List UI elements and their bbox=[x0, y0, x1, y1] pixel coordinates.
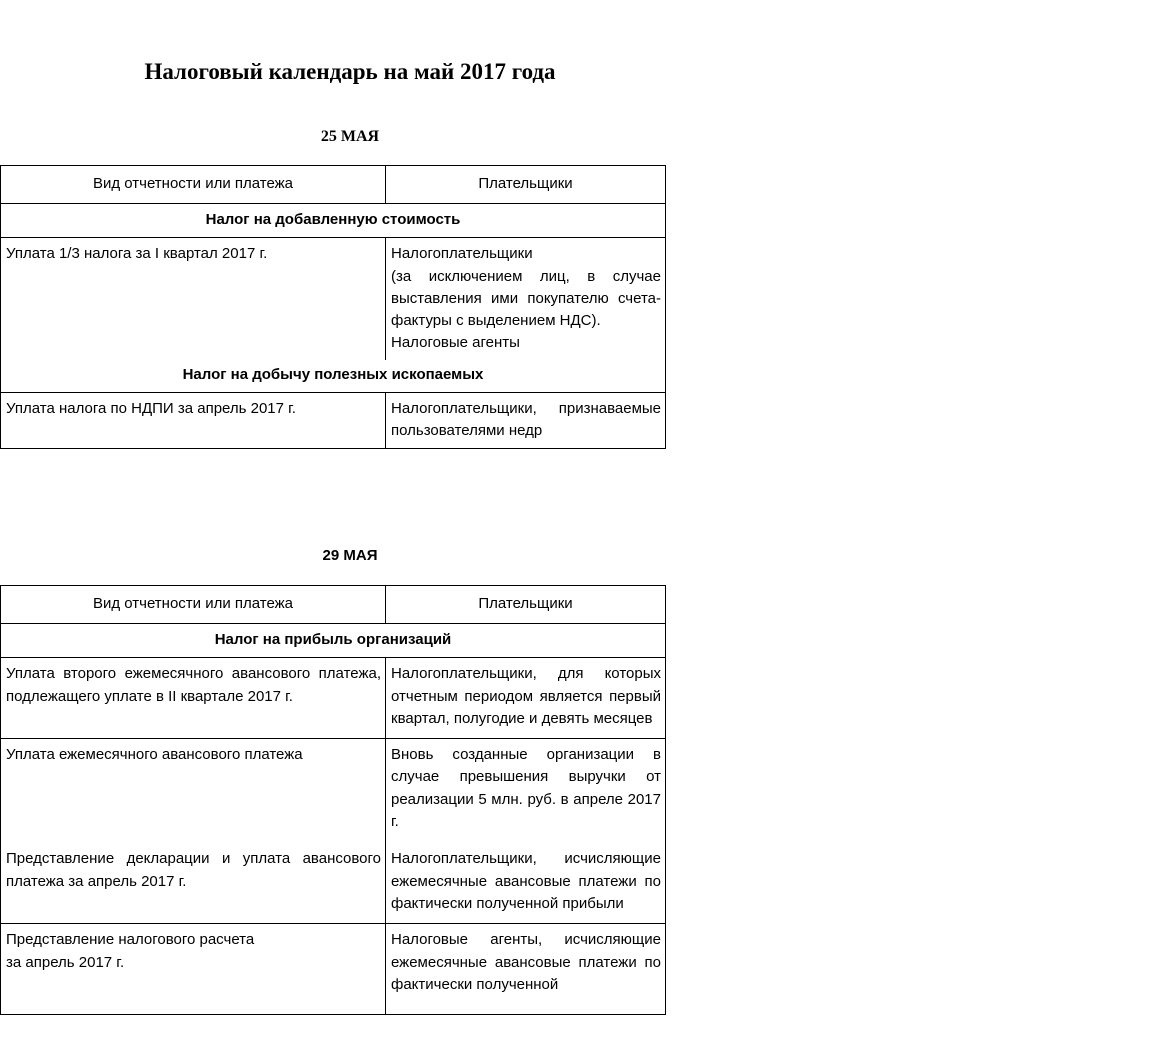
tax-group-row bbox=[1, 624, 666, 658]
tax-group-title: Налог на прибыль организаций bbox=[1, 624, 666, 658]
report-type-text: Представление налогового расчета bbox=[6, 931, 255, 949]
tax-group-title: Налог на добавленную стоимость bbox=[1, 204, 666, 238]
column-header-payers: Плательщики bbox=[386, 586, 666, 624]
tax-calendar-table bbox=[0, 585, 666, 1015]
table-header-row bbox=[1, 166, 666, 204]
payers-cell bbox=[386, 393, 666, 449]
payers-text: Налогоплательщики, исчисляющие ежемесячные авансовые платежи по фактически полученной прибыли bbox=[391, 850, 661, 912]
report-type-cell bbox=[1, 238, 386, 360]
table-row bbox=[1, 924, 666, 1015]
table-row bbox=[1, 393, 666, 449]
table-header-row bbox=[1, 586, 666, 624]
report-type-text: за апрель 2017 г. bbox=[6, 953, 125, 971]
payers-cell bbox=[386, 739, 666, 924]
report-type-text: Уплата второго ежемесячного авансового платежа, подлежащего уплате в II квартале 2017 г. bbox=[6, 665, 381, 705]
column-header-report-type: Вид отчетности или платежа bbox=[1, 166, 386, 204]
report-type-text: Представление декларации и уплата авансового платежа за апрель 2017 г. bbox=[6, 850, 381, 890]
payers-cell bbox=[386, 238, 666, 360]
date-heading: 25 МАЯ bbox=[320, 128, 380, 145]
payers-text: Налоговые агенты bbox=[391, 334, 520, 352]
cell-spacer bbox=[391, 833, 661, 848]
report-type-cell bbox=[1, 393, 386, 449]
page-title: Налоговый календарь на май 2017 года bbox=[144, 59, 556, 84]
cell-spacer bbox=[6, 766, 381, 848]
report-type-text: Уплата 1/3 налога за I квартал 2017 г. bbox=[6, 245, 268, 263]
table-row bbox=[1, 238, 666, 360]
tax-group-row bbox=[1, 204, 666, 238]
payers-cell bbox=[386, 658, 666, 739]
report-type-text: Уплата налога по НДПИ за апрель 2017 г. bbox=[6, 400, 296, 418]
tax-calendar-table bbox=[0, 165, 666, 449]
report-type-cell bbox=[1, 924, 386, 1015]
payers-text: Налогоплательщики, признаваемые пользователями недр bbox=[391, 400, 661, 440]
payers-text: Налогоплательщики bbox=[391, 245, 533, 263]
tax-group-title: Налог на добычу полезных ископаемых bbox=[1, 360, 666, 393]
payers-text: (за исключением лиц, в случае выставления ими покупателю счета-фактуры с выделением НДС). bbox=[391, 267, 661, 330]
date-heading: 29 МАЯ bbox=[322, 547, 378, 564]
report-type-text: Уплата ежемесячного авансового платежа bbox=[6, 746, 303, 764]
table-row bbox=[1, 658, 666, 739]
table-row bbox=[1, 739, 666, 924]
column-header-payers: Плательщики bbox=[386, 166, 666, 204]
report-type-cell bbox=[1, 739, 386, 924]
payers-text: Налоговые агенты, исчисляющие ежемесячные авансовые платежи по фактически полученной bbox=[391, 931, 661, 993]
payers-text: Налогоплательщики, для которых отчетным периодом является первый квартал, полугодие и девять месяцев bbox=[391, 665, 661, 727]
payers-text: Вновь созданные организации в случае превышения выручки от реализации 5 млн. руб. в апреле 2017 г. bbox=[391, 746, 661, 831]
column-header-report-type: Вид отчетности или платежа bbox=[1, 586, 386, 624]
report-type-cell bbox=[1, 658, 386, 739]
payers-cell bbox=[386, 924, 666, 1015]
tax-group-row bbox=[1, 360, 666, 393]
